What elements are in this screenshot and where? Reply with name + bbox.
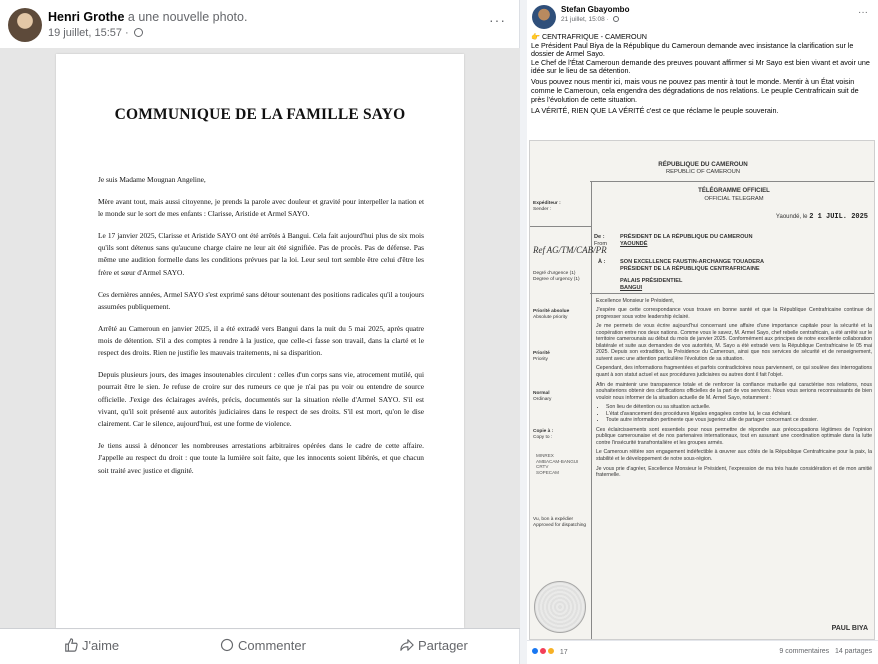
post-paragraph: Le Président Paul Biya de la République du Cameroun demande avec insistance la clarification sur le dossier de Armel Sayo. bbox=[531, 40, 854, 59]
post-headline: 👉 CENTRAFRIQUE - CAMEROUN bbox=[531, 32, 647, 41]
more-options-icon[interactable]: ··· bbox=[489, 12, 506, 28]
telegram-title-en: OFFICIAL TELEGRAM bbox=[704, 196, 764, 202]
reactions-summary[interactable] bbox=[531, 647, 568, 656]
love-reaction-icon bbox=[539, 647, 547, 655]
post-photo[interactable] bbox=[0, 48, 520, 628]
priority-absolute-label: Priorité absolue Absolute priority bbox=[533, 309, 570, 320]
telegram-header-fr: RÉPUBLIQUE DU CAMEROUN bbox=[658, 161, 748, 168]
urgency-label: Degré d'urgence (1) Degree of urgency (1) bbox=[533, 271, 580, 282]
globe-icon bbox=[134, 28, 143, 37]
telegram-salutation: Excellence Monsieur le Président, bbox=[596, 298, 675, 304]
telegram-body: J'espère que cette correspondance vous trouve en bonne santé et que la République Centrafricaine continue de progresser sous votre leadership éclairé. Je me permets de vous écrire aujourd'hui concernant une affaire d'une importance capitale pour la sécurité et la coopération entre nos deux nations. Comme vous le savez, M. Armel Sayo, chef rebelle centrafricain, a été arrêté sur le territoire camerounais au début du mois de janvier 2025. Conformément aux principes de notre excellente collaboration bilatérale et suite aux demandes de vos autorités, M. Sayo a été extradé vers la République Centrafricaine le 05 mai 2025. Depuis son extradition, la Présidence du Cameroun, ainsi que nos services de sécurité et de renseignement, suivent avec une attention particulière l'évolution de sa situation. Cependant, des informations fragmentées et parfois contradictoires nous parviennent, ce qui soulève des interrogations quant à son statut actuel et aux procédures judiciaires ou autres dont il fait l'objet. Afin de maintenir une transparence totale et de renforcer la confiance mutuelle qui caractérise nos relations, nous souhaiterions obtenir des clarifications officielles de la part de vos services. Nous vous serions reconnaissants de bien vouloir nous informer de la situation actuelle de M. Armel Sayo, notamment : • Son lieu de détention ou sa situation actuelle. • L'état d'avancement des procédures légales engagées contre lui, le cas échéant. • Toute autre information pertinente que vous jugeriez utile de partager concernant ce dossier. Ces éclaircissements sont essentiels pour nous permettre de répondre aux préoccupations légitimes de l'opinion publique camerounaise et de nos partenaires internationaux, tout en assurant une coordination optimale dans la lutte contre l'insécurité transfrontalière et les groupes armés. Le Cameroun réitère son engagement indéfectible à œuvrer aux côtés de la République Centrafricaine pour la paix, la stabilité et le développement de notre sous-région. Je vous prie d'agréer, Excellence Monsieur le Président, l'expression de ma très haute considération et de mon amitié fraternelle. bbox=[596, 307, 872, 482]
left-post-header bbox=[8, 8, 512, 42]
post-timestamp[interactable]: 21 juillet, 15:08 · bbox=[561, 16, 609, 23]
post-footer bbox=[527, 640, 878, 664]
communique-paragraph: Mère avant tout, mais aussi citoyenne, je prends la parole avec douleur et gravité pour interpeller la nation et le monde sur le sort de mes enfants : Clarisse, Aristide et Armel SAYO. bbox=[98, 196, 424, 219]
author-avatar[interactable] bbox=[532, 5, 556, 29]
post-paragraph: LA VÉRITÉ, RIEN QUE LA VÉRITÉ c'est ce que réclame le peuple souverain. bbox=[531, 105, 779, 115]
post-text bbox=[531, 33, 871, 118]
thumbs-up-icon bbox=[64, 638, 78, 652]
author-name[interactable]: Stefan Gbayombo bbox=[561, 5, 630, 14]
comment-button[interactable] bbox=[220, 638, 306, 653]
telegram-signature: PAUL BIYA bbox=[831, 625, 868, 632]
share-icon bbox=[400, 638, 414, 652]
from-field: De : From bbox=[594, 234, 608, 247]
to-label: À : bbox=[598, 259, 606, 265]
to-value: SON EXCELLENCE FAUSTIN-ARCHANGE TOUADERA PRÉSIDENT DE LA RÉPUBLIQUE CENTRAFRICAINE bbox=[620, 259, 765, 272]
comment-label: Commenter bbox=[238, 638, 306, 653]
palace-value: PALAIS PRÉSIDENTIEL BANGUI bbox=[620, 278, 683, 291]
communique-title: COMMUNIQUE DE LA FAMILLE SAYO bbox=[114, 106, 406, 123]
telegram-reference: Ref AG/TM/CAB/PR bbox=[533, 245, 607, 255]
copy-label: Copie à : Copy to : bbox=[533, 429, 554, 440]
post-paragraph: Le Chef de l'État Cameroun demande des preuves pouvant affirmer si Mr Sayo est bien vivant et avoir une idée sur le lieu de sa détention. bbox=[531, 57, 870, 76]
telegram-header-en: REPUBLIC OF CAMEROUN bbox=[665, 169, 741, 175]
telegram-date: Yaoundé, le 2 1 JUIL. 2025 bbox=[775, 213, 868, 221]
official-stamp bbox=[534, 581, 586, 633]
comment-icon bbox=[220, 638, 234, 652]
telegram-title-fr: TÉLÉGRAMME OFFICIEL bbox=[698, 188, 770, 194]
copy-recipients: MINREX AMBACAM-BANGUI CRTV SOPECAM bbox=[536, 453, 579, 475]
share-label: Partager bbox=[418, 638, 468, 653]
share-count[interactable]: 14 partages bbox=[835, 648, 872, 655]
normal-label: Normal Ordinary bbox=[533, 391, 552, 402]
communique-paragraph: Je tiens aussi à dénoncer les nombreuses arrestations arbitraires opérées dans le cadre de cette affaire. J'appelle au respect du droit : que toute la lumière soit faite, que les innocents soient libérés, et que chacun soit traité avec justice et dignité. bbox=[98, 441, 424, 475]
like-reaction-icon bbox=[531, 647, 539, 655]
globe-icon bbox=[613, 16, 619, 22]
more-options-icon[interactable]: ··· bbox=[858, 7, 868, 18]
sender-label: Expéditeur : Sender : bbox=[533, 201, 561, 212]
communique-body bbox=[98, 174, 424, 486]
communique-paragraph: Je suis Madame Mougnan Angeline, bbox=[98, 175, 206, 184]
author-name[interactable]: Henri Grothe bbox=[48, 10, 125, 24]
reaction-count: 17 bbox=[559, 649, 568, 656]
telegram-photo[interactable] bbox=[529, 140, 875, 640]
from-value: PRÉSIDENT DE LA RÉPUBLIQUE DU CAMEROUN YAOUNDÉ bbox=[620, 234, 753, 247]
post-paragraph: Vous pouvez nous mentir ici, mais vous ne pouvez pas mentir à tout le monde. Mentir à un État voisin comme le Cameroun, cela engendra des dégradations de nos relations. Le peuple Centrafricain suit de près l'évolution de cette situation. bbox=[531, 77, 859, 104]
post-timestamp[interactable]: 19 juillet, 15:57 · bbox=[48, 27, 129, 39]
communique-paragraph: Arrêté au Cameroun en janvier 2025, il a été extradé vers Bangui dans la nuit du 5 mai 2025, après quatre mois de détention. S'il a des comptes à rendre à la justice, que celle-ci fasse son travail, dans la clarté et le respect des droits. Rien ne justifie les mauvais traitements, ni sa disparition. bbox=[98, 323, 424, 358]
like-button[interactable] bbox=[64, 638, 119, 653]
communique-paragraph: Ces dernières années, Armel SAYO s'est exprimé sans détour soutenant des positions radicales qu'il a toujours assumées publiquement. bbox=[98, 289, 424, 311]
share-button[interactable] bbox=[400, 638, 468, 653]
communique-paragraph: Depuis plusieurs jours, des images insoutenables circulent : celles d'un corps sans vie, atrocement mutilé, qui pourrait être le sien. Je refuse de croire sur des rumeurs ce que je n'ai pas pu voir ou entendre de source officielle. J'exige des éclairages avérés, précis, documentés sur la situation réelle d'Armel SAYO. S'il est vivant, qu'il soit présenté aux autorités judiciaires dans le respect de ses droits. S'il est mort, qu'on le dise clairement. Car le silence, aujourd'hui, est une forme de violence. bbox=[98, 370, 424, 429]
communique-paragraph: Le 17 janvier 2025, Clarisse et Aristide SAYO ont été arrêtés à Bangui. Cela fait aujourd'hui plus de six mois qu'ils sont détenus sans qu'aucune charge claire ne leur ait été signifiée. Pas de procès. Pas de défense. Pas même une audition formelle dans les conditions prévues par la loi. Leur seul tort semble être celui d'être les frère et sœur d'Armel SAYO. bbox=[98, 230, 424, 277]
author-avatar[interactable] bbox=[8, 8, 42, 42]
care-reaction-icon bbox=[547, 647, 555, 655]
right-post bbox=[527, 0, 878, 664]
priority-label: Priorité Priority bbox=[533, 351, 550, 362]
communique-document bbox=[56, 54, 464, 628]
comment-count[interactable]: 9 commentaires bbox=[779, 648, 830, 655]
post-action-text: a une nouvelle photo. bbox=[127, 10, 248, 24]
like-label: J'aime bbox=[82, 638, 120, 653]
post-action-bar bbox=[0, 628, 520, 664]
approved-label: Vu, bon à expédier Approved for dispatching bbox=[533, 517, 587, 528]
